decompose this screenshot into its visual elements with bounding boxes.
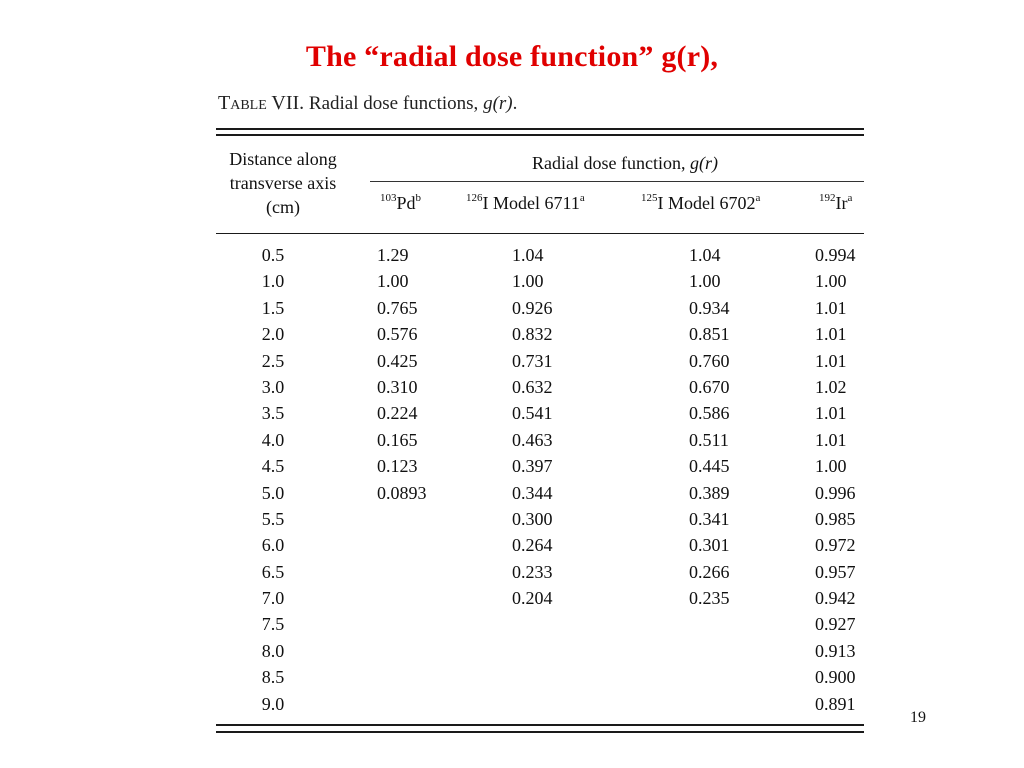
- table-cell: 0.576: [377, 324, 418, 345]
- col-i-model-6702: [689, 242, 730, 611]
- table-cell: 0.5: [261, 245, 285, 265]
- col-ir192: [815, 242, 856, 717]
- table-cell: 1.02: [815, 376, 847, 397]
- table-cell: 4.5: [261, 456, 285, 477]
- table-cell: 3.0: [261, 376, 285, 397]
- table-cell: 1.01: [815, 403, 847, 424]
- table-cell: 0.760: [689, 350, 730, 371]
- table-cell: 0.913: [815, 640, 856, 661]
- table-cell: 1.5: [261, 297, 285, 318]
- table-cell: 0.942: [815, 588, 856, 609]
- col-head-ir-name: Ir: [835, 193, 848, 213]
- table-cell: 0.765: [377, 297, 418, 318]
- header-distance-line1: Distance along: [229, 149, 337, 169]
- table-cell: 0.463: [512, 429, 553, 450]
- table-cell: 0.832: [512, 324, 553, 345]
- table-cell: 1.01: [815, 297, 847, 318]
- table-cell: 0.541: [512, 403, 553, 424]
- header-group-symbol: g(r): [689, 153, 718, 173]
- table-cell: 0.0893: [377, 482, 427, 503]
- caption-label: Table VII.: [218, 92, 305, 114]
- table-cell: 2.0: [261, 324, 285, 345]
- col-head-i6711-name: I Model 6711: [482, 193, 580, 213]
- header-bottom-rule: [216, 233, 864, 234]
- caption-text: Radial dose functions,: [308, 93, 479, 114]
- table-cell: 0.235: [689, 588, 730, 609]
- table-cell: 0.851: [689, 324, 730, 345]
- col-head-i6711-note: a: [579, 192, 585, 204]
- header-group: [470, 153, 780, 174]
- col-pd103: [377, 242, 427, 506]
- table-cell: 1.04: [689, 245, 721, 265]
- table-cell: 2.5: [261, 350, 285, 371]
- table-cell: 0.123: [377, 456, 418, 477]
- col-head-i6702: [641, 193, 760, 214]
- table-cell: 0.934: [689, 297, 730, 318]
- table-cell: 4.0: [261, 429, 285, 450]
- col-i-model-6711: [512, 242, 553, 611]
- table-cell: 0.985: [815, 508, 856, 529]
- table-cell: 0.926: [512, 297, 553, 318]
- table-cell: 0.957: [815, 561, 856, 582]
- table-cell: 0.632: [512, 376, 553, 397]
- table-cell: 0.731: [512, 350, 553, 371]
- table-cell: 0.389: [689, 482, 730, 503]
- table-cell: 1.00: [689, 271, 721, 292]
- table-cell: 0.994: [815, 245, 856, 265]
- table-cell: 1.29: [377, 245, 409, 265]
- table-cell: 1.01: [815, 350, 847, 371]
- header-subrule: [370, 181, 864, 182]
- col-head-pd-mass: 103: [380, 192, 397, 204]
- table-cell: 0.301: [689, 535, 730, 556]
- header-distance-line3: (cm): [266, 197, 300, 217]
- table-cell: 0.341: [689, 508, 730, 529]
- table-cell: 0.300: [512, 508, 553, 529]
- table-cell: 9.0: [261, 693, 285, 714]
- table-cell: 3.5: [261, 403, 285, 424]
- table-cell: 0.900: [815, 667, 856, 688]
- table-cell: 0.996: [815, 482, 856, 503]
- table-cell: 1.01: [815, 429, 847, 450]
- table-cell: 1.00: [815, 271, 847, 292]
- top-double-rule-1: [216, 128, 864, 130]
- table-cell: 0.511: [689, 429, 729, 450]
- table-cell: 0.927: [815, 614, 856, 635]
- bottom-double-rule-1: [216, 724, 864, 726]
- col-head-pd-name: Pd: [396, 193, 416, 213]
- col-head-i6702-mass: 125: [641, 192, 658, 204]
- table-caption: [218, 92, 517, 115]
- table-cell: 0.264: [512, 535, 553, 556]
- table-cell: 0.204: [512, 588, 553, 609]
- table-cell: 0.165: [377, 429, 418, 450]
- col-distance: [248, 242, 298, 717]
- table-cell: 8.0: [261, 640, 285, 661]
- table-cell: 0.586: [689, 403, 730, 424]
- table-cell: 0.425: [377, 350, 418, 371]
- col-head-i6711-mass: 126: [466, 192, 483, 204]
- col-head-pd: [380, 193, 421, 214]
- table-cell: 0.670: [689, 376, 730, 397]
- table-cell: 0.310: [377, 376, 418, 397]
- table-cell: 0.233: [512, 561, 553, 582]
- table-cell: 7.0: [261, 588, 285, 609]
- table-cell: 5.0: [261, 482, 285, 503]
- table-cell: 1.01: [815, 324, 847, 345]
- table-cell: 1.00: [512, 271, 544, 292]
- table-cell: 0.344: [512, 482, 553, 503]
- bottom-double-rule-2: [216, 731, 864, 733]
- table-cell: 0.266: [689, 561, 730, 582]
- col-head-i6711: [466, 193, 585, 214]
- table-cell: 0.891: [815, 693, 856, 714]
- col-head-ir-mass: 192: [819, 192, 836, 204]
- slide-title: The “radial dose function” g(r),: [305, 40, 719, 73]
- table-cell: 1.04: [512, 245, 544, 265]
- table-cell: 0.224: [377, 403, 418, 424]
- top-double-rule-2: [216, 134, 864, 136]
- table-cell: 6.5: [261, 561, 285, 582]
- caption-symbol: g(r): [483, 93, 513, 114]
- header-group-label: Radial dose function,: [532, 153, 686, 173]
- col-head-i6702-name: I Model 6702: [657, 193, 756, 213]
- header-distance: [213, 147, 353, 219]
- table-cell: 1.00: [815, 456, 847, 477]
- caption-end: .: [512, 93, 518, 114]
- table-cell: 0.972: [815, 535, 856, 556]
- table-cell: 6.0: [261, 535, 285, 556]
- table-cell: 8.5: [261, 667, 285, 688]
- table-cell: 0.445: [689, 456, 730, 477]
- col-head-pd-note: b: [415, 192, 422, 204]
- page-number: 19: [910, 709, 926, 726]
- col-head-i6702-note: a: [755, 192, 761, 204]
- table-cell: 7.5: [261, 614, 285, 635]
- table-cell: 5.5: [261, 508, 285, 529]
- table-cell: 0.397: [512, 456, 553, 477]
- col-head-ir-note: a: [847, 192, 853, 204]
- header-distance-line2: transverse axis: [229, 173, 337, 193]
- col-head-ir: [819, 193, 852, 214]
- table-cell: 1.0: [261, 271, 285, 292]
- table-cell: 1.00: [377, 271, 409, 292]
